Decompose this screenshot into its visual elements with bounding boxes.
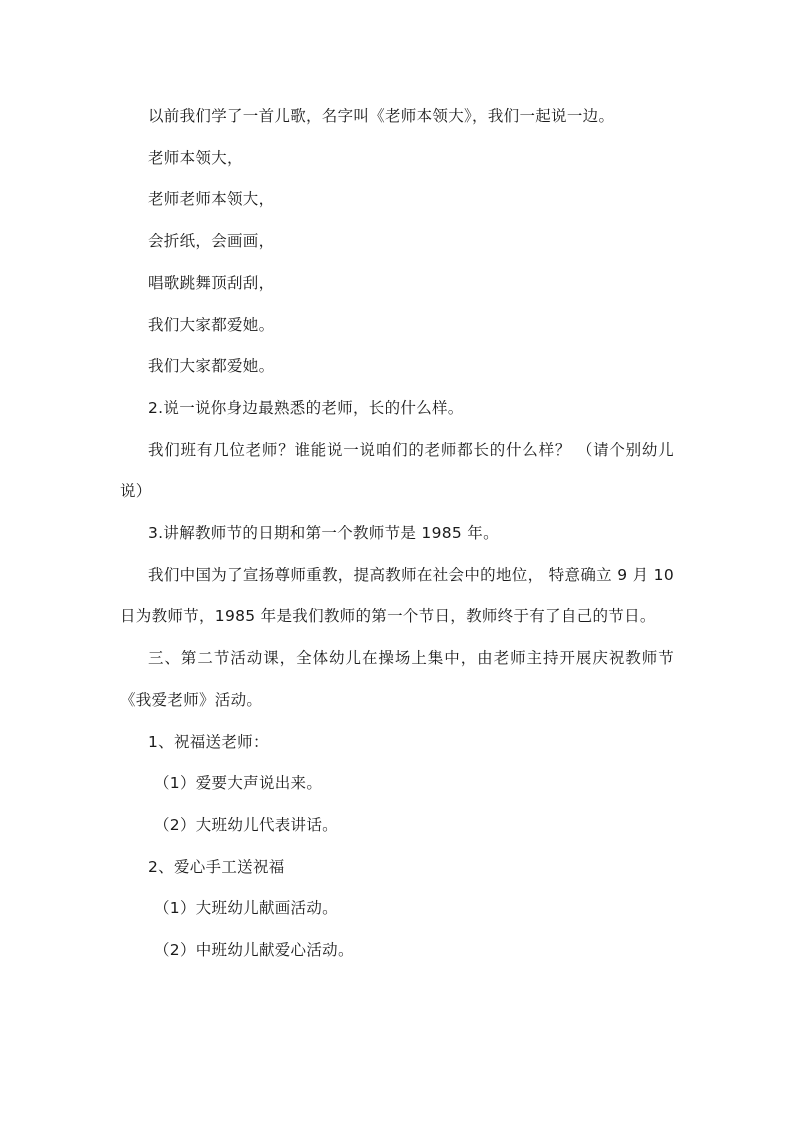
- item-2-sub-2: （2）中班幼儿献爱心活动。: [154, 941, 354, 960]
- rhyme-line-3: 会折纸，会画画，: [148, 232, 275, 251]
- rhyme-line-1: 老师本领大，: [148, 148, 243, 167]
- rhyme-line-4: 唱歌跳舞顶刮刮，: [148, 273, 275, 292]
- rhyme-line-5: 我们大家都爱她。: [148, 315, 275, 334]
- item-1-heading: 1、祝福送老师：: [148, 732, 269, 751]
- paragraph-teachers-question: 我们班有几位老师？谁能说一说咱们的老师都长的什么样？ （请个别幼儿说）: [120, 440, 674, 501]
- rhyme-line-6: 我们大家都爱她。: [148, 357, 275, 376]
- paragraph-nursery-rhyme-intro: 以前我们学了一首儿歌，名字叫《老师本领大》，我们一起说一边。: [148, 107, 615, 125]
- item-2-heading: 2、爱心手工送祝福: [148, 857, 285, 876]
- paragraph-second-activity: 三、第二节活动课，全体幼儿在操场上集中，由老师主持开展庆祝教师节《我爱老师》活动。: [120, 649, 674, 709]
- rhyme-line-2: 老师老师本领大，: [148, 190, 275, 209]
- paragraph-teachers-day-history: 我们中国为了宣扬尊师重教，提高教师在社会中的地位， 特意确立 9 月 10 日为教师节，1985 年是我们教师的第一个节日，教师终于有了自己的节日。: [120, 565, 674, 626]
- section-2-heading: 2.说一说你身边最熟悉的老师，长的什么样。: [148, 398, 464, 417]
- item-1-sub-2: （2）大班幼儿代表讲话。: [154, 815, 338, 834]
- item-2-sub-1: （1）大班幼儿献画活动。: [154, 899, 338, 918]
- document-body: [120, 96, 674, 972]
- item-1-sub-1: （1）爱要大声说出来。: [154, 774, 323, 793]
- section-3-heading: 3.讲解教师节的日期和第一个教师节是 1985 年。: [148, 524, 499, 543]
